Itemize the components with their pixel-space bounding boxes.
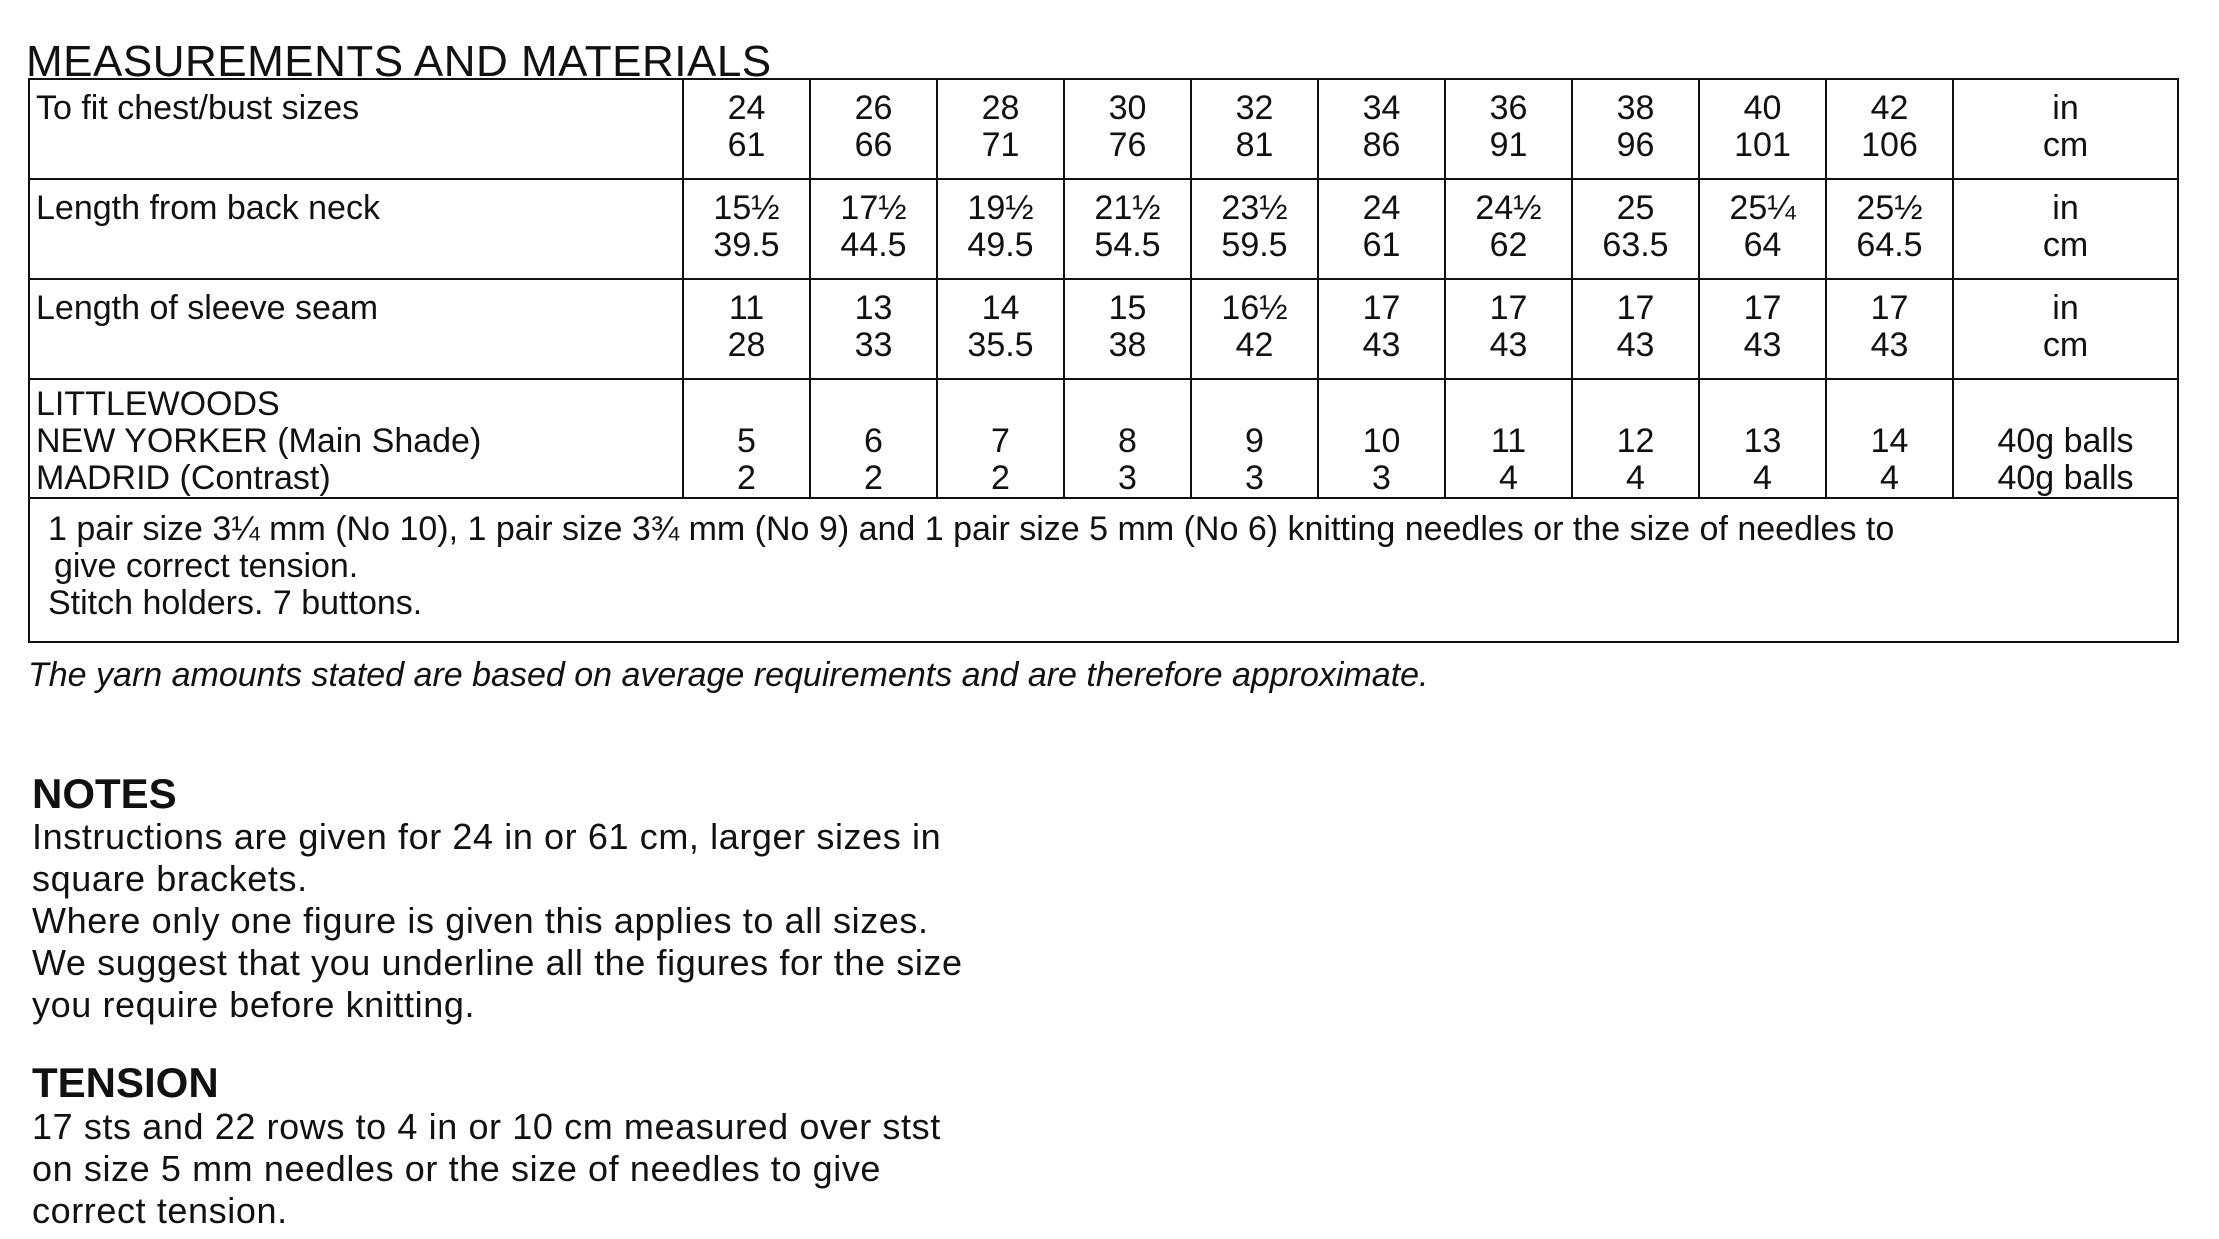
unit-cell (1953, 279, 2178, 379)
size-cell (1445, 279, 1572, 379)
unit-label: in (2052, 289, 2079, 327)
value-cm: 33 (854, 326, 893, 364)
value-in: 17 (1616, 289, 1655, 327)
value-cm: 91 (1489, 126, 1528, 164)
value-cm: 64.5 (1856, 226, 1923, 264)
table-row-materials (29, 498, 2178, 642)
tension-line: on size 5 mm needles or the size of needles to give (32, 1148, 882, 1189)
value-cm: 43 (1870, 326, 1909, 364)
size-cell (1699, 79, 1826, 179)
value-contrast: 3 (1245, 459, 1264, 497)
value-cm: 76 (1108, 126, 1147, 164)
tension-line: correct tension. (32, 1190, 288, 1231)
size-cell (1445, 179, 1572, 279)
row-label-line: LITTLEWOODS (36, 385, 280, 423)
value-in: 30 (1108, 89, 1147, 127)
size-cell (1191, 179, 1318, 279)
size-cell (683, 79, 810, 179)
notes-line: square brackets. (32, 858, 308, 899)
value-contrast: 2 (737, 459, 756, 497)
size-cell (683, 379, 810, 498)
tension-line: 17 sts and 22 rows to 4 in or 10 cm measured over stst (32, 1106, 941, 1147)
value-in: 17 (1743, 289, 1782, 327)
size-cell (1064, 279, 1191, 379)
size-cell (1318, 279, 1445, 379)
value-cm: 38 (1108, 326, 1147, 364)
value-main: 9 (1245, 422, 1264, 460)
value-contrast: 4 (1753, 459, 1772, 497)
value-in: 19½ (967, 189, 1034, 227)
value-in: 32 (1235, 89, 1274, 127)
value-main: 8 (1118, 422, 1137, 460)
size-cell (810, 79, 937, 179)
materials-line: Stitch holders. 7 buttons. (48, 584, 423, 622)
materials-cell (29, 498, 2178, 642)
value-cm: 49.5 (967, 226, 1034, 264)
tension-heading: TENSION (32, 1059, 219, 1106)
table-row-length-back-neck (29, 179, 2178, 279)
value-in: 24 (727, 89, 766, 127)
size-cell (1699, 279, 1826, 379)
value-in: 28 (981, 89, 1020, 127)
value-cm: 86 (1362, 126, 1401, 164)
size-cell (1191, 79, 1318, 179)
value-cm: 66 (854, 126, 893, 164)
size-cell (1318, 379, 1445, 498)
value-in: 14 (981, 289, 1020, 327)
value-cm: 43 (1743, 326, 1782, 364)
value-cm: 61 (1362, 226, 1401, 264)
unit-label: cm (2042, 126, 2089, 164)
notes-heading: NOTES (32, 770, 177, 817)
value-cm: 63.5 (1602, 226, 1669, 264)
value-cm: 44.5 (840, 226, 907, 264)
size-cell (937, 179, 1064, 279)
value-cm: 71 (981, 126, 1020, 164)
value-cm: 101 (1734, 126, 1791, 164)
row-label (29, 379, 683, 498)
value-in: 26 (854, 89, 893, 127)
size-cell (937, 79, 1064, 179)
unit-label: in (2052, 189, 2079, 227)
table-row-yarn (29, 379, 2178, 498)
row-label (29, 79, 683, 179)
value-in: 23½ (1221, 189, 1288, 227)
value-in: 40 (1743, 89, 1782, 127)
value-contrast: 3 (1118, 459, 1137, 497)
value-cm: 96 (1616, 126, 1655, 164)
size-cell (810, 379, 937, 498)
unit-cell (1953, 379, 2178, 498)
materials-line: 1 pair size 3¼ mm (No 10), 1 pair size 3¾ mm (No 9) and 1 pair size 5 mm (No 6) knitting needles or the size of needles to (48, 510, 1895, 548)
size-cell (1064, 379, 1191, 498)
value-in: 11 (728, 289, 765, 327)
notes-line: Instructions are given for 24 in or 61 cm, larger sizes in (32, 816, 942, 857)
unit-cell (1953, 179, 2178, 279)
value-in: 36 (1489, 89, 1528, 127)
value-cm: 39.5 (713, 226, 780, 264)
value-main: 11 (1490, 422, 1527, 460)
value-in: 25½ (1856, 189, 1923, 227)
value-in: 17½ (840, 189, 907, 227)
value-cm: 81 (1235, 126, 1274, 164)
notes-line: Where only one figure is given this applies to all sizes. (32, 900, 929, 941)
value-in: 25¼ (1729, 189, 1796, 227)
value-in: 42 (1870, 89, 1909, 127)
size-cell (1572, 179, 1699, 279)
size-cell (1318, 179, 1445, 279)
value-in: 13 (854, 289, 893, 327)
value-main: 6 (864, 422, 883, 460)
value-in: 16½ (1221, 289, 1288, 327)
value-in: 24 (1362, 189, 1401, 227)
size-cell (1445, 79, 1572, 179)
unit-label: cm (2042, 226, 2089, 264)
size-cell (1445, 379, 1572, 498)
value-contrast: 3 (1372, 459, 1391, 497)
page-title: MEASUREMENTS AND MATERIALS (26, 37, 772, 87)
size-cell (1572, 79, 1699, 179)
row-label-line: Length of sleeve seam (36, 289, 379, 327)
value-cm: 35.5 (967, 326, 1034, 364)
value-in: 38 (1616, 89, 1655, 127)
value-contrast: 4 (1880, 459, 1899, 497)
size-cell (810, 279, 937, 379)
row-label-line: To fit chest/bust sizes (36, 89, 360, 127)
unit-cell (1953, 79, 2178, 179)
size-cell (1318, 79, 1445, 179)
value-main: 14 (1870, 422, 1909, 460)
unit-label: 40g balls (1997, 459, 2134, 497)
value-main: 7 (991, 422, 1010, 460)
value-cm: 42 (1235, 326, 1274, 364)
size-cell (1826, 179, 1953, 279)
unit-label: cm (2042, 326, 2089, 364)
size-cell (683, 179, 810, 279)
value-main: 12 (1616, 422, 1655, 460)
row-label-line: Length from back neck (36, 189, 380, 227)
value-in: 25 (1616, 189, 1655, 227)
value-contrast: 4 (1626, 459, 1645, 497)
value-contrast: 4 (1499, 459, 1518, 497)
table-row-sleeve-seam (29, 279, 2178, 379)
value-main: 13 (1743, 422, 1782, 460)
size-cell (937, 279, 1064, 379)
notes-line: We suggest that you underline all the figures for the size (32, 942, 963, 983)
row-label (29, 179, 683, 279)
size-cell (1572, 279, 1699, 379)
row-label-line: NEW YORKER (Main Shade) (36, 422, 482, 460)
value-cm: 62 (1489, 226, 1528, 264)
value-main: 5 (737, 422, 756, 460)
row-label (29, 279, 683, 379)
value-cm: 64 (1743, 226, 1782, 264)
size-cell (1826, 279, 1953, 379)
notes-body (32, 816, 963, 1026)
size-cell (683, 279, 810, 379)
unit-label: in (2052, 89, 2079, 127)
value-in: 15 (1108, 289, 1147, 327)
value-in: 17 (1489, 289, 1528, 327)
value-cm: 43 (1616, 326, 1655, 364)
value-main: 10 (1362, 422, 1401, 460)
value-cm: 106 (1861, 126, 1918, 164)
value-in: 15½ (713, 189, 780, 227)
value-contrast: 2 (864, 459, 883, 497)
value-in: 21½ (1094, 189, 1161, 227)
unit-label: 40g balls (1997, 422, 2134, 460)
size-cell (1064, 79, 1191, 179)
notes-line: you require before knitting. (32, 984, 476, 1025)
value-in: 34 (1362, 89, 1401, 127)
size-cell (1064, 179, 1191, 279)
value-cm: 43 (1362, 326, 1401, 364)
size-cell (1572, 379, 1699, 498)
value-cm: 61 (727, 126, 766, 164)
size-cell (1699, 179, 1826, 279)
value-in: 17 (1870, 289, 1909, 327)
value-cm: 43 (1489, 326, 1528, 364)
row-label-line: MADRID (Contrast) (36, 459, 331, 497)
value-cm: 54.5 (1094, 226, 1161, 264)
measurements-table (28, 78, 2179, 643)
size-cell (1191, 279, 1318, 379)
value-in: 24½ (1475, 189, 1542, 227)
size-cell (810, 179, 937, 279)
size-cell (1826, 379, 1953, 498)
value-contrast: 2 (991, 459, 1010, 497)
size-cell (1826, 79, 1953, 179)
materials-line: give correct tension. (54, 547, 359, 585)
value-cm: 28 (727, 326, 766, 364)
yarn-disclaimer: The yarn amounts stated are based on average requirements and are therefore approximate. (28, 656, 1429, 694)
value-in: 17 (1362, 289, 1401, 327)
tension-body (32, 1106, 941, 1232)
table-row-chest-bust (29, 79, 2178, 179)
value-cm: 59.5 (1221, 226, 1288, 264)
size-cell (1191, 379, 1318, 498)
size-cell (1699, 379, 1826, 498)
size-cell (937, 379, 1064, 498)
